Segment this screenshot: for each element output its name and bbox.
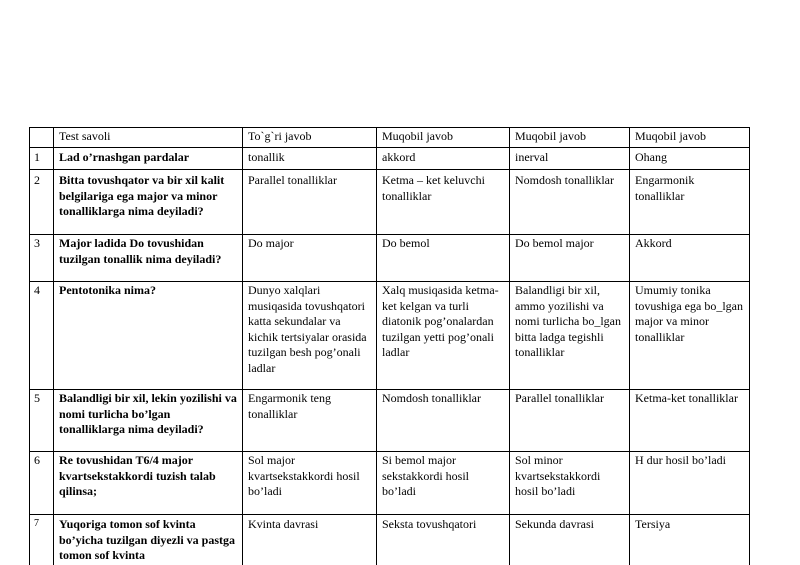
question-cell: Yuqoriga tomon sof kvinta bo’yicha tuzilgan diyezli va pastga tomon sof kvinta	[54, 515, 243, 565]
table-row	[30, 170, 750, 235]
table-row	[30, 452, 750, 515]
row-number: 1	[30, 148, 54, 170]
question-cell: Bitta tovushqator va bir xil kalit belgilariga ega major va minor tonalliklarga nima deyiladi?	[54, 170, 243, 235]
question-cell: Major ladida Do tovushidan tuzilgan tonallik nima deyiladi?	[54, 235, 243, 282]
alternative-answer-cell: Ohang	[630, 148, 750, 170]
alternative-answer-cell: Tersiya	[630, 515, 750, 565]
header-number	[30, 128, 54, 148]
header-correct-answer: To`g`ri javob	[243, 128, 377, 148]
alternative-answer-cell: Sekunda davrasi	[510, 515, 630, 565]
alternative-answer-cell: Nomdosh tonalliklar	[510, 170, 630, 235]
alternative-answer-cell: Sol minor kvartsekstakkordi hosil bo’ladi	[510, 452, 630, 515]
quiz-table	[29, 127, 750, 565]
alternative-answer-cell: Ketma – ket keluvchi tonalliklar	[377, 170, 510, 235]
table-row	[30, 282, 750, 390]
alternative-answer-cell: Umumiy tonika tovushiga ega bo_lgan major va minor tonalliklar	[630, 282, 750, 390]
correct-answer-cell: Engarmonik teng tonalliklar	[243, 390, 377, 452]
alternative-answer-cell: Nomdosh tonalliklar	[377, 390, 510, 452]
alternative-answer-cell: Engarmonik tonalliklar	[630, 170, 750, 235]
table-row	[30, 515, 750, 565]
row-number: 6	[30, 452, 54, 515]
alternative-answer-cell: H dur hosil bo’ladi	[630, 452, 750, 515]
correct-answer-cell: Kvinta davrasi	[243, 515, 377, 565]
header-alternative-answer-3: Muqobil javob	[630, 128, 750, 148]
alternative-answer-cell: Seksta tovushqatori	[377, 515, 510, 565]
alternative-answer-cell: Ketma-ket tonalliklar	[630, 390, 750, 452]
alternative-answer-cell: akkord	[377, 148, 510, 170]
alternative-answer-cell: Parallel tonalliklar	[510, 390, 630, 452]
header-alternative-answer-1: Muqobil javob	[377, 128, 510, 148]
header-alternative-answer-2: Muqobil javob	[510, 128, 630, 148]
table-header-row	[30, 128, 750, 148]
alternative-answer-cell: Balandligi bir xil, ammo yozilishi va nomi turlicha bo_lgan bitta ladga tegishli tonalliklar	[510, 282, 630, 390]
alternative-answer-cell: Xalq musiqasida ketma-ket kelgan va turli diatonik pog’onalardan tuzilgan yetti pog’onali ladlar	[377, 282, 510, 390]
row-number: 2	[30, 170, 54, 235]
row-number: 4	[30, 282, 54, 390]
row-number: 7	[30, 515, 54, 565]
alternative-answer-cell: Akkord	[630, 235, 750, 282]
question-cell: Lad o’rnashgan pardalar	[54, 148, 243, 170]
table-row	[30, 390, 750, 452]
header-question: Test savoli	[54, 128, 243, 148]
correct-answer-cell: Dunyo xalqlari musiqasida tovushqatori katta sekundalar va kichik tertsiyalar orasida tuzilgan besh pog’onali ladlar	[243, 282, 377, 390]
alternative-answer-cell: inerval	[510, 148, 630, 170]
correct-answer-cell: Sol major kvartsekstakkordi hosil bo’ladi	[243, 452, 377, 515]
row-number: 3	[30, 235, 54, 282]
correct-answer-cell: Do major	[243, 235, 377, 282]
correct-answer-cell: Parallel tonalliklar	[243, 170, 377, 235]
question-cell: Pentotonika nima?	[54, 282, 243, 390]
alternative-answer-cell: Do bemol	[377, 235, 510, 282]
alternative-answer-cell: Si bemol major sekstakkordi hosil bo’ladi	[377, 452, 510, 515]
question-cell: Re tovushidan T6/4 major kvartsekstakkordi tuzish talab qilinsa;	[54, 452, 243, 515]
table-row	[30, 235, 750, 282]
question-cell: Balandligi bir xil, lekin yozilishi va nomi turlicha bo’lgan tonalliklarga nima deyiladi?	[54, 390, 243, 452]
table-row	[30, 148, 750, 170]
correct-answer-cell: tonallik	[243, 148, 377, 170]
row-number: 5	[30, 390, 54, 452]
alternative-answer-cell: Do bemol major	[510, 235, 630, 282]
